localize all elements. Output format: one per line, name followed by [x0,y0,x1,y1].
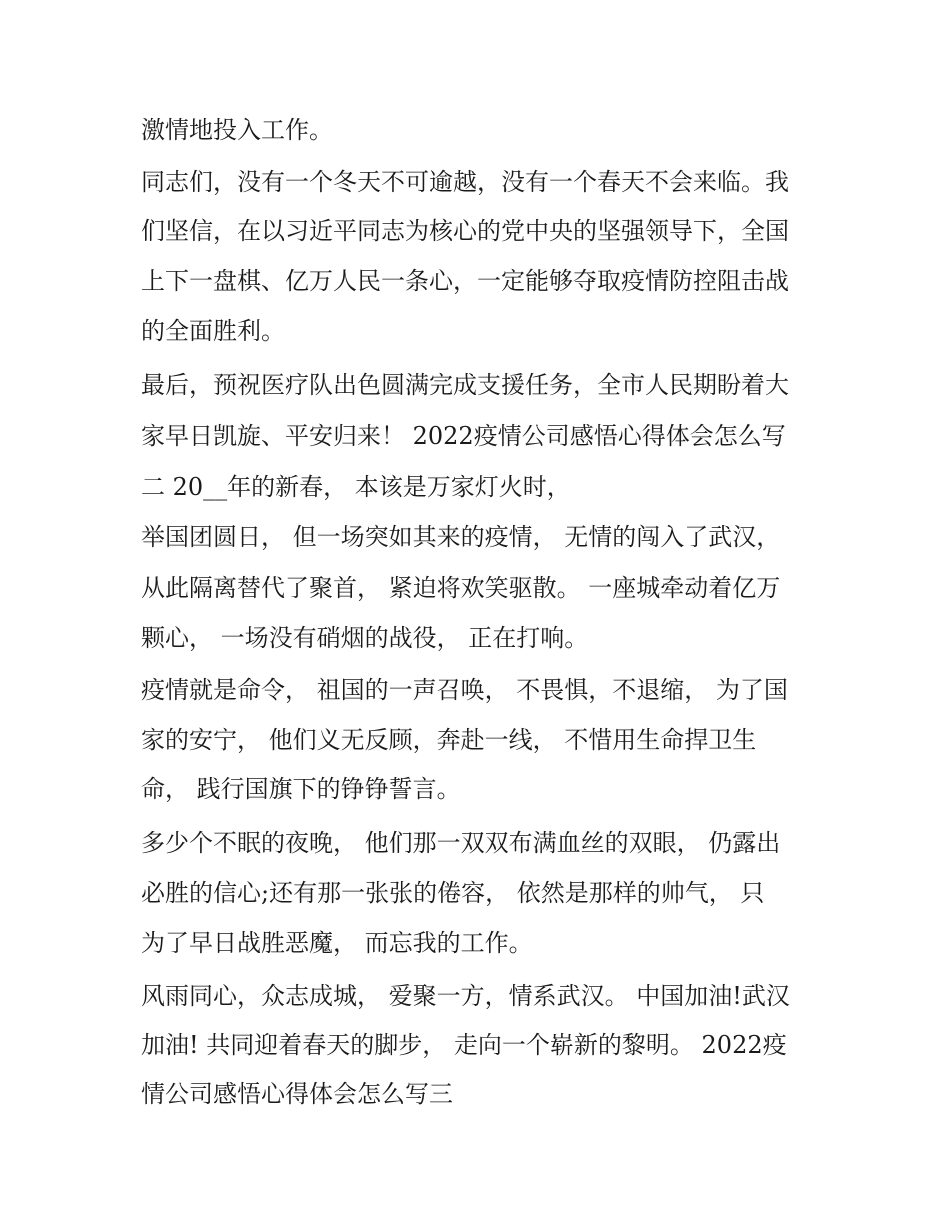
text-line: 的全面胜利。 [141,317,285,345]
text-line: 家早日凯旋、平安归来！ 2022疫情公司感悟心得体会怎么写 [141,422,786,450]
text-line: 必胜的信心;还有那一张张的倦容， 依然是那样的帅气， 只 [141,879,765,907]
text-line: 命， 践行国旗下的铮铮誓言。 [141,775,461,803]
text-line: 家的安宁， 他们义无反顾，奔赴一线， 不惜用生命捍卫生 [141,726,757,754]
text-line: 同志们，没有一个冬天不可逾越，没有一个春天不会来临。我 [141,168,789,196]
text-line: 最后，预祝医疗队出色圆满完成支援任务，全市人民期盼着大 [141,371,789,399]
text-line: 多少个不眠的夜晚， 他们那一双双布满血丝的双眼， 仍露出 [141,829,781,857]
text-line: 们坚信，在以习近平同志为核心的党中央的坚强领导下，全国 [141,217,789,245]
text-line: 为了早日战胜恶魔， 而忘我的工作。 [141,929,533,957]
text-line: 二 20__年的新春， 本该是万家灯火时， [141,473,571,501]
text-line: 从此隔离替代了聚首， 紧迫将欢笑驱散。 一座城牵动着亿万 [141,574,781,602]
text-line: 疫情就是命令， 祖国的一声召唤， 不畏惧，不退缩， 为了国 [141,676,788,704]
text-line: 上下一盘棋、亿万人民一条心，一定能够夺取疫情防控阻击战 [141,267,789,295]
text-line: 激情地投入工作。 [141,116,333,144]
text-line: 加油! 共同迎着春天的脚步， 走向一个崭新的黎明。 2022疫 [141,1031,787,1059]
text-line: 颗心， 一场没有硝烟的战役， 正在打响。 [141,624,589,652]
text-line: 举国团圆日， 但一场突如其来的疫情， 无情的闯入了武汉， [141,523,781,551]
text-line: 风雨同心，众志成城， 爱聚一方，情系武汉。 中国加油!武汉 [141,982,790,1010]
text-line: 情公司感悟心得体会怎么写三 [141,1080,453,1108]
